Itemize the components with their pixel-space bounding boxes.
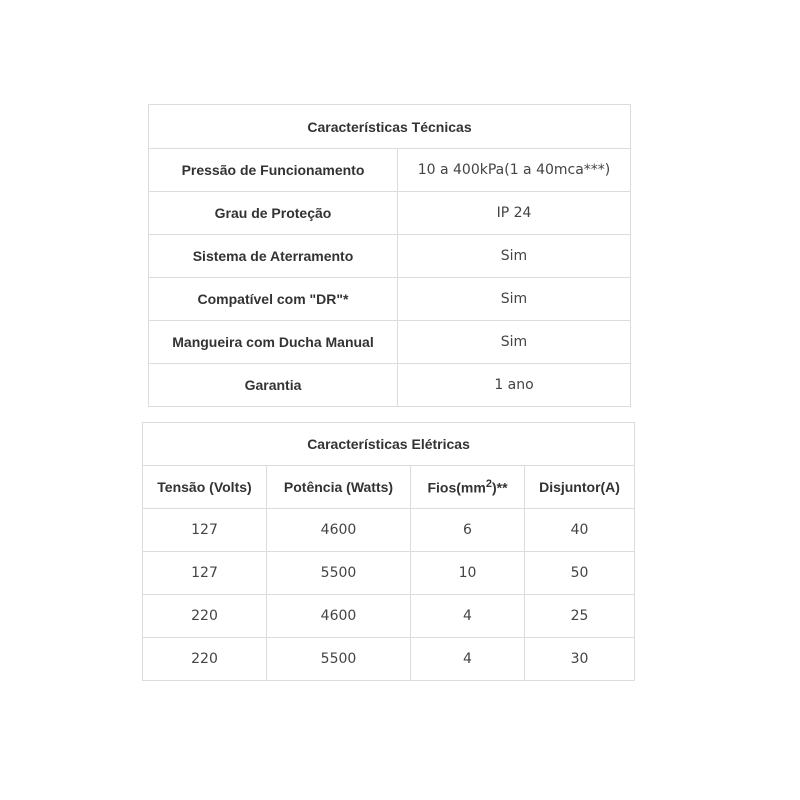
voltage-cell: 220	[143, 595, 267, 638]
wires-cell: 4	[411, 638, 525, 681]
spec-value: 1 ano	[398, 364, 631, 407]
voltage-cell: 127	[143, 552, 267, 595]
power-cell: 4600	[267, 595, 411, 638]
wires-header-prefix: Fios(mm	[427, 479, 486, 496]
table-row	[149, 321, 631, 364]
spec-label: Mangueira com Ducha Manual	[149, 321, 398, 364]
table-row	[143, 552, 635, 595]
power-cell: 4600	[267, 509, 411, 552]
table-row	[149, 364, 631, 407]
table-row	[149, 149, 631, 192]
spec-value: IP 24	[398, 192, 631, 235]
voltage-cell: 220	[143, 638, 267, 681]
breaker-cell: 40	[525, 509, 635, 552]
column-header-power: Potência (Watts)	[267, 466, 411, 509]
breaker-cell: 50	[525, 552, 635, 595]
spec-value: 10 a 400kPa(1 a 40mca***)	[398, 149, 631, 192]
spec-label: Sistema de Aterramento	[149, 235, 398, 278]
column-header-row	[143, 466, 635, 509]
spec-label: Grau de Proteção	[149, 192, 398, 235]
technical-specs-title: Características Técnicas	[149, 105, 631, 149]
table-row	[149, 278, 631, 321]
wires-cell: 4	[411, 595, 525, 638]
column-header-voltage: Tensão (Volts)	[143, 466, 267, 509]
table-row	[149, 192, 631, 235]
spec-value: Sim	[398, 321, 631, 364]
table-row	[143, 595, 635, 638]
spec-value: Sim	[398, 235, 631, 278]
breaker-cell: 30	[525, 638, 635, 681]
table-row	[149, 235, 631, 278]
electrical-specs-table	[142, 422, 635, 681]
table-row	[143, 638, 635, 681]
technical-specs-table	[148, 104, 631, 407]
power-cell: 5500	[267, 638, 411, 681]
spec-label: Pressão de Funcionamento	[149, 149, 398, 192]
column-header-breaker: Disjuntor(A)	[525, 466, 635, 509]
wires-cell: 6	[411, 509, 525, 552]
spec-value: Sim	[398, 278, 631, 321]
wires-cell: 10	[411, 552, 525, 595]
power-cell: 5500	[267, 552, 411, 595]
wires-header-superscript: 2	[485, 478, 492, 491]
breaker-cell: 25	[525, 595, 635, 638]
table-row	[143, 509, 635, 552]
voltage-cell: 127	[143, 509, 267, 552]
spec-label: Compatível com "DR"*	[149, 278, 398, 321]
spec-label: Garantia	[149, 364, 398, 407]
wires-header-suffix: )**	[491, 479, 508, 496]
column-header-wires	[411, 466, 525, 509]
electrical-specs-title: Características Elétricas	[143, 423, 635, 466]
